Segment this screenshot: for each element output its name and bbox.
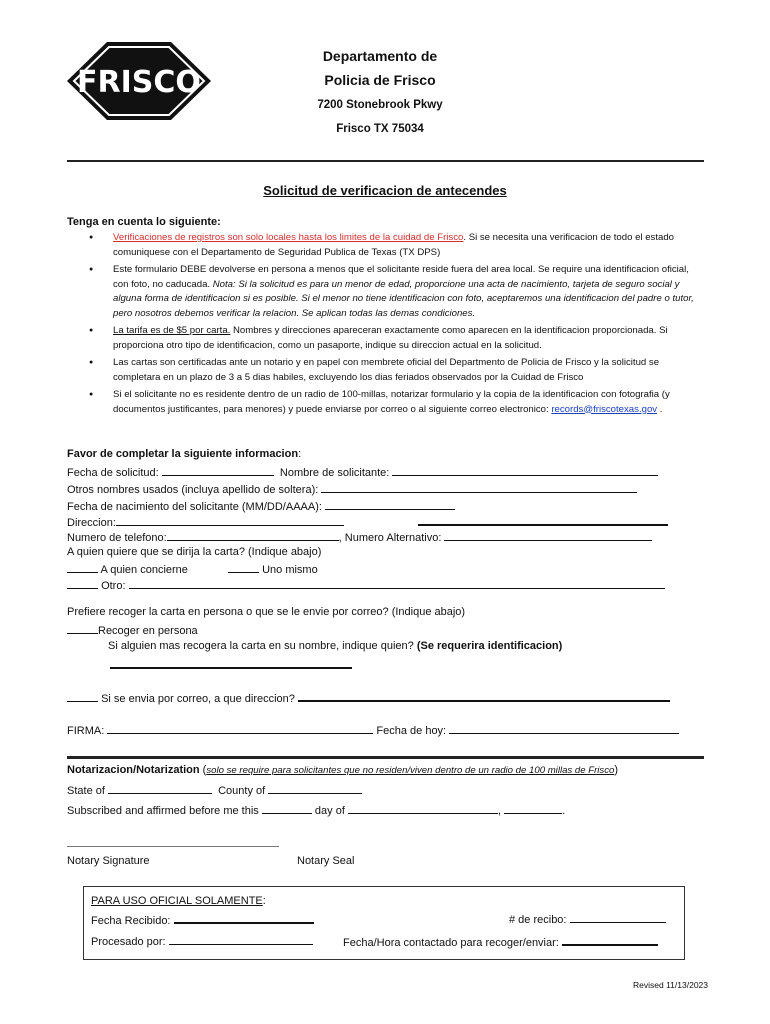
row-telefono xyxy=(67,530,652,544)
note-1-red: Verificaciones de registros son solo locales hasta los limites de la cuidad de Frisco xyxy=(113,232,464,243)
notary-heading-row xyxy=(67,764,618,776)
notary-note: solo se require para solicitantes que no residen/viven dentro de un radio de 100 millas de Frisco xyxy=(206,765,615,776)
county-of-label: County of xyxy=(218,785,266,797)
fecha-nacimiento-label: Fecha de nacimiento del solicitante (MM/DD/AAAA): xyxy=(67,501,322,513)
row-fecha-recibido xyxy=(91,912,314,927)
telefono-label: Numero de telefono: xyxy=(67,532,167,544)
row-recibo xyxy=(509,912,666,926)
firma-field[interactable] xyxy=(107,723,373,734)
official-use-box xyxy=(83,886,685,960)
note-1-rest: . Si se necesita una verificacion de todo el estado comuniquese con el Departamento de Seguridad Publica de Texas (TX DPS) xyxy=(113,232,675,258)
official-heading-colon: : xyxy=(262,895,266,907)
recibo-field[interactable] xyxy=(570,912,666,923)
note-4-text: Las cartas son certificadas ante un notario y en papel con membrete oficial del Departmento de Policia de Frisco y la solicitud se completara en un plazo de 3 a 5 dias habiles, excluyendo los dias feriados observados por la Cuidad de Frisco xyxy=(113,357,660,383)
note-item-4 xyxy=(67,356,707,385)
note-item-2 xyxy=(67,263,707,321)
notary-heading: Notarizacion/Notarization xyxy=(67,764,200,776)
recibo-label: # de recibo: xyxy=(509,914,567,926)
frisco-logo xyxy=(67,42,211,120)
a-quien-checkbox[interactable] xyxy=(67,562,98,573)
uno-mismo-label: Uno mismo xyxy=(262,564,318,576)
note-3-fee: La tarifa es de $5 por carta. xyxy=(113,325,231,336)
alternativo-field[interactable] xyxy=(444,530,652,541)
records-email-link[interactable]: records@friscotexas.gov xyxy=(551,403,658,415)
fecha-recibido-field[interactable] xyxy=(174,912,314,924)
contactado-field[interactable] xyxy=(562,934,658,946)
state-of-label: State of xyxy=(67,785,105,797)
notary-signature-line[interactable] xyxy=(67,846,279,847)
form-title: Solicitud de verificacion de antecendes xyxy=(263,183,507,198)
subscribed-comma: , xyxy=(497,805,502,817)
day-field[interactable] xyxy=(262,803,312,814)
note-item-5 xyxy=(67,388,707,417)
note-item-3 xyxy=(67,324,707,353)
row-contactado xyxy=(343,934,658,949)
subscribed-period: . xyxy=(562,805,566,817)
direccion-label: Direccion: xyxy=(67,517,116,529)
note-5-text: Si el solicitante no es residente dentro de un radio de 100-millas, notarizar formulario y la copia de la identificacion con fotografia (y documentos justificantes, para menores) y puede enviarse por correo o al siguiente correo electronico: xyxy=(113,389,670,415)
month-field[interactable] xyxy=(348,803,498,814)
direccion-field-2[interactable] xyxy=(418,514,668,526)
prefiere-label: Prefiere recoger la carta en persona o que se le envie por correo? (Indique abajo) xyxy=(67,606,466,618)
note-2-italic: Nota: Si la solicitud es para un menor de edad, proporcione una acta de nacimiento, tarjeta de seguro social y alguna forma de identificacion si es posible. Si el menor no tiene identificacion con foto, aceptaremos una identificacion del padre o tutor, pero nosotros debemos verificar la relacion. Se aplican todas las demas condiciones. xyxy=(113,278,694,319)
alternativo-label: , Numero Alternativo: xyxy=(338,532,442,544)
form-heading-text: Favor de completar la siguiente informacion xyxy=(67,448,299,460)
correo-checkbox[interactable] xyxy=(67,691,98,702)
notary-signature-label: Notary Signature xyxy=(67,855,150,867)
notes-list xyxy=(67,231,707,420)
notary-paren-close: ) xyxy=(614,764,618,776)
telefono-field[interactable] xyxy=(167,530,339,541)
form-heading-colon: : xyxy=(298,448,302,460)
day-of-label: day of xyxy=(314,805,345,817)
procesado-label: Procesado por: xyxy=(91,936,166,948)
notary-seal-label: Notary Seal xyxy=(297,855,355,867)
fecha-hoy-field[interactable] xyxy=(449,723,679,734)
row-firma xyxy=(67,723,679,737)
otro-field[interactable] xyxy=(129,578,665,589)
firma-label: FIRMA: xyxy=(67,725,105,737)
address-line-2: Frisco TX 75034 xyxy=(336,123,424,135)
correo-field[interactable] xyxy=(298,690,670,702)
year-field[interactable] xyxy=(504,803,562,814)
correo-label: Si se envia por correo, a que direccion? xyxy=(101,693,295,705)
row-subscribed xyxy=(67,803,565,817)
notes-heading: Tenga en cuenta lo siguiente: xyxy=(67,216,221,228)
quien-dirija-label: A quien quiere que se dirija la carta? (Indique abajo) xyxy=(67,546,322,558)
row-fecha-nombre xyxy=(67,465,658,479)
si-alguien-label: Si alguien mas recogera la carta en su nombre, indique quien? xyxy=(108,640,414,652)
row-recipients xyxy=(67,562,318,576)
row-otro xyxy=(67,578,665,592)
fecha-solicitud-field[interactable] xyxy=(162,465,274,476)
department-line-1: Departamento de xyxy=(322,48,438,64)
otros-nombres-field[interactable] xyxy=(321,482,637,493)
si-alguien-field[interactable] xyxy=(110,667,352,669)
otro-label: Otro: xyxy=(101,580,126,592)
official-heading: PARA USO OFICIAL SOLAMENTE xyxy=(91,895,263,907)
nombre-solicitante-label: Nombre de solicitante: xyxy=(279,467,390,479)
note-2-normal: Este formulario DEBE devolverse en persona a menos que el solicitante reside fuera del area local. Se require una identificacion oficial, con foto, no caducada. xyxy=(113,264,689,290)
row-direccion xyxy=(67,514,668,529)
row-si-alguien xyxy=(108,640,562,652)
uno-mismo-checkbox[interactable] xyxy=(228,562,259,573)
note-item-1 xyxy=(67,231,707,260)
se-requerira-label: (Se requerira identificacion) xyxy=(416,640,563,652)
direccion-field[interactable] xyxy=(116,515,344,526)
logo-text: FRISCO xyxy=(77,65,201,100)
row-otros-nombres xyxy=(67,482,637,496)
fecha-solicitud-label: Fecha de solicitud: xyxy=(67,467,159,479)
fecha-nacimiento-field[interactable] xyxy=(325,499,455,510)
otros-nombres-label: Otros nombres usados (incluya apellido de soltera): xyxy=(67,484,319,496)
row-correo xyxy=(67,690,670,705)
note-3-rest: Nombres y direcciones apareceran exactamente como aparecen en la identificacion proporcionada. Si proporciona otro tipo de identificacion, como un pasaporte, indique su direccion actual en la solicitud. xyxy=(113,325,668,351)
row-procesado xyxy=(91,934,313,948)
fecha-hoy-label: Fecha de hoy: xyxy=(376,725,447,737)
header-divider xyxy=(67,160,704,162)
otro-checkbox[interactable] xyxy=(67,578,98,589)
official-heading-row xyxy=(91,895,266,907)
nombre-solicitante-field[interactable] xyxy=(392,465,658,476)
row-fecha-nacimiento xyxy=(67,499,455,513)
recoger-label: Recoger en persona xyxy=(98,625,198,637)
row-state-county xyxy=(67,783,362,797)
address-line-1: 7200 Stonebrook Pkwy xyxy=(317,99,443,111)
note-5-end: . xyxy=(657,403,663,415)
subscribed-label: Subscribed and affirmed before me this xyxy=(67,805,259,817)
row-recoger xyxy=(67,623,198,637)
revised-date: Revised 11/13/2023 xyxy=(633,980,708,990)
fecha-recibido-label: Fecha Recibido: xyxy=(91,915,171,927)
county-of-field[interactable] xyxy=(268,783,362,794)
notary-paren-open: ( xyxy=(199,764,207,776)
contactado-label: Fecha/Hora contactado para recoger/enviar: xyxy=(343,937,559,949)
procesado-field[interactable] xyxy=(169,934,313,945)
department-line-2: Policia de Frisco xyxy=(324,72,436,88)
form-heading xyxy=(67,448,301,460)
recoger-checkbox[interactable] xyxy=(67,623,98,634)
notary-divider xyxy=(67,756,704,759)
a-quien-label: A quien concierne xyxy=(100,564,188,576)
state-of-field[interactable] xyxy=(108,783,212,794)
